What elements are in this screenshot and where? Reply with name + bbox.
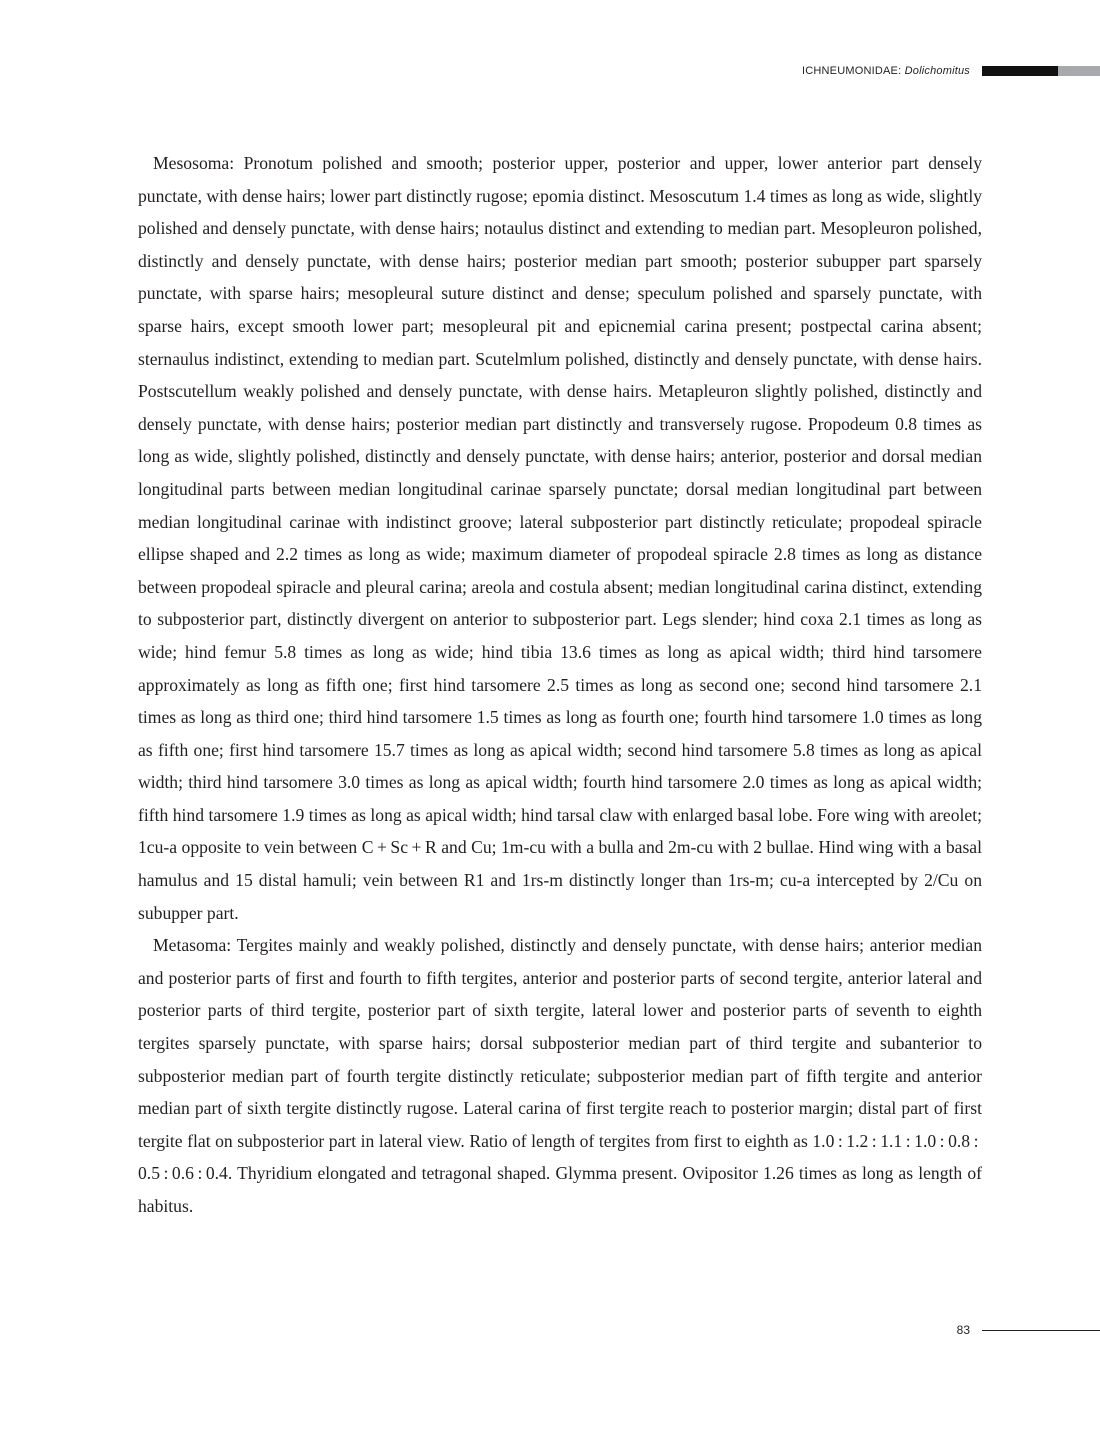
paragraph-mesosoma: Mesosoma: Pronotum polished and smooth; posterior upper, posterior and upper, lower anterior part densely punctate, with dense hairs; lower part distinctly rugose; epomia distinct. Mesoscutum 1.4 times as long as wide, slightly polished and densely punctate, with dense hairs; notaulus distinct and extending to median part. Mesopleuron polished, distinctly and densely punctate, with dense hairs; posterior median part smooth; posterior subupper part sparsely punctate, with sparse hairs; mesopleural suture distinct and dense; speculum polished and sparsely punctate, with sparse hairs, except smooth lower part; mesopleural pit and epicnemial carina present; postpectal carina absent; sternaulus indistinct, extending to median part. Scutelmlum polished, distinctly and densely punctate, with dense hairs. Postscutellum weakly polished and densely punctate, with dense hairs. Metapleuron slightly polished, distinctly and densely punctate, with dense hairs; posterior median part distinctly and transversely rugose. Propodeum 0.8 times as long as wide, slightly polished, distinctly and densely punctate, with dense hairs; anterior, posterior and dorsal median longitudinal parts between median longitudinal carinae sparsely punctate; dorsal median longitudinal part between median longitudinal carinae with indistinct groove; lateral subposterior part distinctly reticulate; propodeal spiracle ellipse shaped and 2.2 times as long as wide; maximum diameter of propodeal spiracle 2.8 times as long as distance between propodeal spiracle and pleural carina; areola and costula absent; median longitudinal carina distinct, extending to subposterior part, distinctly divergent on anterior to subposterior part. Legs slender; hind coxa 2.1 times as long as wide; hind femur 5.8 times as long as wide; hind tibia 13.6 times as long as apical width; third hind tarsomere approximately as long as fifth one; first hind tarsomere 2.5 times as long as second one; second hind tarsomere 2.1 times as long as third one; third hind tarsomere 1.5 times as long as fourth one; fourth hind tarsomere 1.0 times as long as fifth one; first hind tarsomere 15.7 times as long as apical width; second hind tarsomere 5.8 times as long as apical width; third hind tarsomere 3.0 times as long as apical width; fourth hind tarsomere 2.0 times as long as apical width; fifth hind tarsomere 1.9 times as long as apical width; hind tarsal claw with enlarged basal lobe. Fore wing with areolet; 1cu-a opposite to vein between C + Sc + R and Cu; 1m-cu with a bulla and 2m-cu with 2 bullae. Hind wing with a basal hamulus and 15 distal hamuli; vein between R1 and 1rs-m distinctly longer than 1rs-m; cu-a intercepted by 2/Cu on subupper part. (138, 153, 982, 923)
running-head-genus: Dolichomitus (904, 65, 970, 77)
header-bar-light (1058, 66, 1100, 76)
page-number: 83 (956, 1323, 970, 1337)
running-head-text (802, 65, 970, 77)
page-footer (957, 1323, 1100, 1337)
running-head-family: ICHNEUMONIDAE: (801, 65, 902, 77)
paragraph-metasoma: Metasoma: Tergites mainly and weakly polished, distinctly and densely punctate, with dense hairs; anterior median and posterior parts of first and fourth to fifth tergites, anterior and posterior parts of second tergite, anterior lateral and posterior parts of third tergite, posterior part of sixth tergite, lateral lower and posterior parts of seventh to eighth tergites sparsely punctate, with sparse hairs; dorsal subposterior median part of third tergite and subanterior to subposterior median part of fourth tergite distinctly reticulate; subposterior median part of fifth tergite and anterior median part of sixth tergite distinctly rugose. Lateral carina of first tergite reach to posterior margin; distal part of first tergite flat on subposterior part in lateral view. Ratio of length of tergites from first to eighth as 1.0 : 1.2 : 1.1 : 1.0 : 0.8 : 0.5 : 0.6 : 0.4. Thyridium elongated and tetragonal shaped. Glymma present. Ovipositor 1.26 times as long as length of habitus. (138, 935, 982, 1216)
running-head (802, 64, 1100, 78)
footer-rule (982, 1330, 1100, 1331)
header-bar-dark (982, 66, 1058, 76)
body-text (138, 147, 982, 1223)
